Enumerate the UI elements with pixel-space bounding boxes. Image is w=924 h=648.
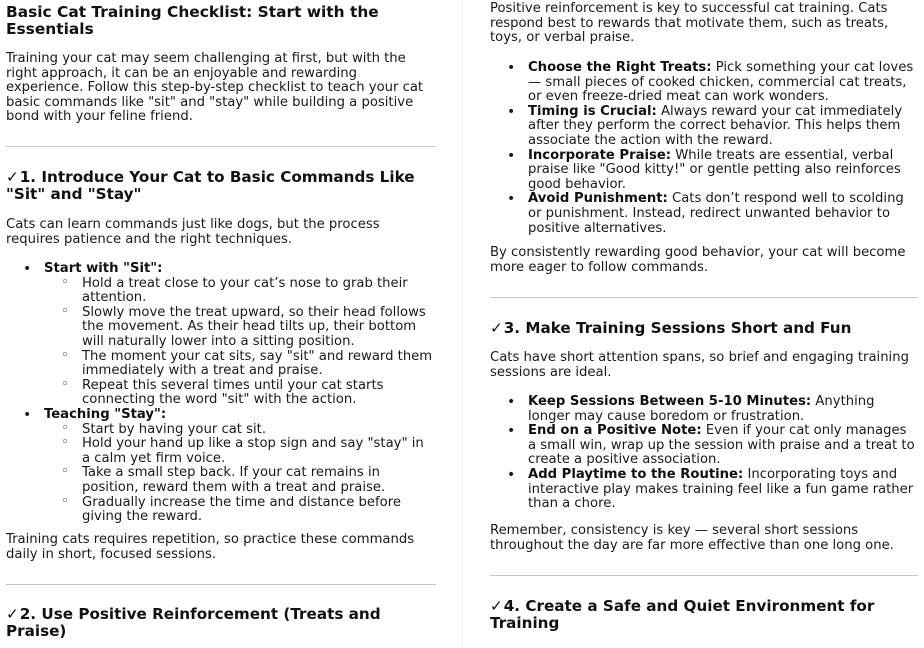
sub-list-item: ◦ Slowly move the treat upward, so their head follows the movement. As their head tilts up, their bottom will naturally lower into a sitting position. bbox=[44, 306, 436, 350]
section-2-heading-text: 2. Use Positive Reinforcement (Treats and Praise) bbox=[6, 605, 381, 640]
section-3-heading-text: 3. Make Training Sessions Short and Fun bbox=[503, 319, 852, 337]
list-item bbox=[490, 61, 918, 105]
intro-paragraph: Training your cat may seem challenging at first, but with the right approach, it can be an enjoyable and rewarding experience. Follow this step-by-step checklist to teach your cat basic commands like "sit" and "stay" while building a positive bond with your feline friend. bbox=[6, 51, 424, 125]
list-item-text: While treats are essential, verbal praise like "Good kitty!" or gentle petting also reinforces good behavior. bbox=[528, 147, 901, 192]
sub-list-item: ◦ Gradually increase the time and distance before giving the reward. bbox=[44, 496, 436, 525]
section-1-heading bbox=[6, 169, 436, 203]
list-item bbox=[490, 468, 918, 512]
sub-list-item: ◦ Repeat this several times until your cat starts connecting the word "sit" with the action. bbox=[44, 379, 436, 408]
sub-list-item: ◦ Take a small step back. If your cat remains in position, reward them with a treat and praise. bbox=[44, 466, 436, 495]
section-3-heading bbox=[490, 320, 918, 337]
sub-list-item: ◦ The moment your cat sits, say "sit" and reward them immediately with a treat and praise. bbox=[44, 350, 436, 379]
list-item bbox=[490, 395, 918, 424]
section-4-heading bbox=[490, 598, 918, 632]
section-3-list bbox=[490, 395, 918, 512]
section-divider bbox=[490, 297, 918, 298]
list-item-text: Always reward your cat immediately after they perform the correct behavior. This helps them associate the action with the reward. bbox=[528, 103, 903, 148]
list-item-label: Keep Sessions Between 5-10 Minutes: bbox=[528, 394, 812, 409]
section-2-intro: Positive reinforcement is key to successful cat training. Cats respond best to rewards that motivate them, such as treats, toys, or verbal praise. bbox=[490, 1, 889, 46]
list-item-text: Even if your cat only manages a small win, wrap up the session with praise and a treat to create a positive association. bbox=[528, 423, 915, 468]
section-1-heading-text: 1. Introduce Your Cat to Basic Commands Like "Sit" and "Stay" bbox=[6, 168, 415, 203]
list-item bbox=[6, 262, 436, 408]
section-3-intro: Cats have short attention spans, so brief and engaging training sessions are ideal. bbox=[490, 350, 909, 380]
list-item bbox=[490, 149, 918, 193]
list-item-text: Pick something your cat loves — small pieces of cooked chicken, commercial cat treats, or even freeze-dried meat can work wonders. bbox=[528, 60, 914, 105]
list-item bbox=[490, 192, 918, 236]
check-icon: ✓ bbox=[6, 605, 19, 623]
section-3-outro: Remember, consistency is key — several short sessions throughout the day are far more effective than one long one. bbox=[490, 523, 894, 553]
check-icon: ✓ bbox=[6, 168, 19, 186]
list-item-label: Incorporate Praise: bbox=[528, 147, 672, 163]
list-item-text: Cats don’t respond well to scolding or punishment. Instead, redirect unwanted behavior to positive alternatives. bbox=[528, 191, 904, 236]
sub-list-item: ◦ Hold a treat close to your cat’s nose to grab their attention. bbox=[44, 277, 436, 306]
sub-list bbox=[44, 277, 436, 408]
list-item-text: Incorporating toys and interactive play makes training feel like a fun game rather than a chore. bbox=[528, 466, 914, 512]
section-divider bbox=[490, 575, 918, 576]
list-item bbox=[490, 105, 918, 149]
list-item-label: Start with "Sit": bbox=[44, 261, 163, 276]
check-icon: ✓ bbox=[490, 319, 503, 337]
list-item-label: Choose the Right Treats: bbox=[528, 60, 712, 75]
sub-list bbox=[44, 423, 436, 525]
list-item-label: Avoid Punishment: bbox=[528, 191, 668, 207]
list-item-label: Timing is Crucial: bbox=[528, 103, 657, 119]
section-1-list bbox=[6, 262, 436, 525]
section-2-outro: By consistently rewarding good behavior, your cat will become more eager to follow commands. bbox=[490, 245, 906, 275]
section-2-heading bbox=[6, 606, 436, 640]
sub-list-item: ◦ Start by having your cat sit. bbox=[44, 423, 436, 438]
list-item-label: Add Playtime to the Routine: bbox=[528, 466, 744, 482]
list-item-label: Teaching "Stay": bbox=[44, 406, 167, 422]
section-4-heading-text: 4. Create a Safe and Quiet Environment for Training bbox=[490, 597, 875, 632]
sub-list-item: ◦ Hold your hand up like a stop sign and say "stay" in a calm yet firm voice. bbox=[44, 437, 436, 466]
section-1-outro: Training cats requires repetition, so practice these commands daily in short, focused sessions. bbox=[6, 532, 415, 562]
page-title: Basic Cat Training Checklist: Start with the Essentials bbox=[6, 3, 379, 38]
section-1-intro: Cats can learn commands just like dogs, but the process requires patience and the right techniques. bbox=[6, 217, 380, 247]
section-divider bbox=[6, 584, 436, 585]
section-2-list bbox=[490, 61, 918, 236]
list-item-label: End on a Positive Note: bbox=[528, 423, 702, 439]
column-divider bbox=[462, 0, 463, 648]
list-item bbox=[490, 424, 918, 468]
section-divider bbox=[6, 146, 436, 147]
list-item-text: Anything longer may cause boredom or frustration. bbox=[528, 394, 875, 424]
check-icon: ✓ bbox=[490, 597, 503, 615]
list-item bbox=[6, 408, 436, 525]
